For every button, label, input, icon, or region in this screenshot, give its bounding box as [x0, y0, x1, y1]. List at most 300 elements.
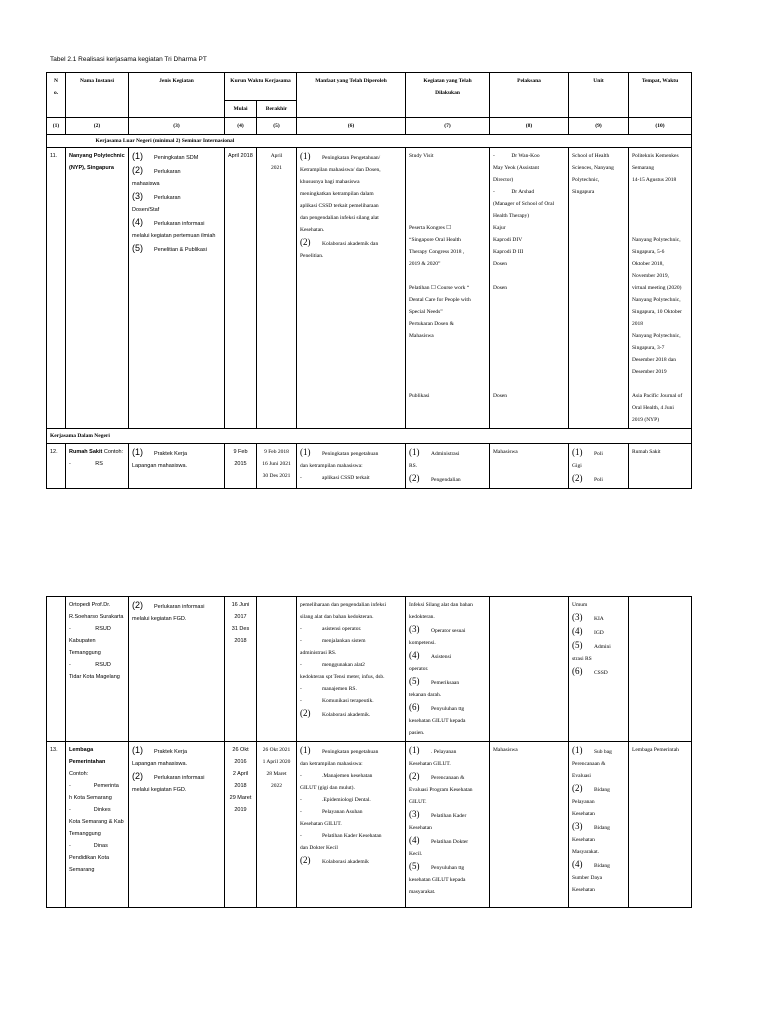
list-marker: (2) [300, 855, 311, 865]
list-item [300, 150, 402, 164]
list-marker: - [300, 626, 302, 632]
list-item [132, 758, 221, 770]
list-item [300, 647, 402, 659]
list-marker: (3) [572, 821, 583, 831]
col-num: (2) [66, 118, 129, 135]
list-text: Pelatihan Kader [431, 813, 467, 819]
list-text: Perencanaan & [572, 761, 606, 767]
list-marker: (1) [572, 745, 583, 755]
hdr-pelaksana: Pelaksana [490, 73, 569, 118]
cell-line: Dosen [493, 393, 508, 399]
list-item [409, 472, 486, 486]
list-item [300, 806, 402, 818]
list-item [300, 188, 402, 200]
list-item [409, 758, 486, 770]
list-text: masyarakat. [409, 889, 436, 895]
list-text: mahasiswa [132, 181, 160, 187]
activities-done [406, 148, 490, 429]
list-marker: (3) [409, 624, 420, 634]
list-text: Kolaborasi akademik [322, 859, 369, 865]
list-item [572, 770, 625, 782]
list-item [132, 150, 221, 164]
list-text: melalui kegiatan pertemuan ilmiah [132, 233, 216, 239]
cell-line: Kaprodi D III [493, 249, 524, 255]
cell-line: Singapura, 3-7 [632, 345, 665, 351]
cell-line: May Yeok (Assistant [493, 165, 539, 171]
cell-line: Kaprodi DIV [493, 237, 523, 243]
list-text: dan pengendalian infeksi silang alat [300, 215, 379, 221]
list-item [300, 830, 402, 842]
list-item [300, 599, 402, 611]
list-text: Peningkatan SDM [154, 155, 199, 161]
col-num: (8) [490, 118, 569, 135]
list-text: operator. [409, 666, 429, 672]
executors: Mahasiswa [490, 444, 569, 489]
row-number: 13. [47, 742, 66, 908]
section-row-luar-negeri [47, 135, 692, 148]
list-marker: - [300, 833, 302, 839]
list-item [132, 599, 221, 613]
cell-line: 2019 (NYP) [632, 417, 660, 423]
cell-line: 2018 [234, 638, 247, 644]
list-text: Umum [572, 602, 588, 608]
start-date [225, 597, 257, 742]
list-item [572, 846, 625, 858]
hdr-jenis: Jenis Kegiatan [129, 73, 225, 118]
activity-types [129, 148, 225, 429]
list-text: Kecil. [409, 851, 423, 857]
list-text: Praktek Kerja [154, 749, 188, 755]
cell-line: Pendidikan Kota [69, 855, 110, 861]
list-item [132, 784, 221, 796]
list-text: strasi RS [572, 656, 592, 662]
list-text: GILUT. [409, 799, 427, 805]
hdr-nama: Nama Instansi [66, 73, 129, 118]
institution-name [66, 597, 129, 742]
list-item [132, 613, 221, 625]
list-marker: (5) [409, 861, 420, 871]
cell-line [493, 270, 565, 282]
list-text: Kesehatan [572, 811, 595, 817]
list-item [300, 695, 402, 707]
cell-line: Director) [493, 177, 514, 183]
cell-line: R.Soeharso Surakarta [69, 614, 124, 620]
list-item [132, 216, 221, 230]
cell-line: (Manager of School of Oral [493, 201, 555, 207]
list-text: kompetensi. [409, 640, 436, 646]
list-item [409, 848, 486, 860]
cell-line: 2017 [234, 614, 247, 620]
cell-line: Pelatihan ☐ Course work “ [409, 285, 470, 291]
list-text: Kesehatan GILUT. [409, 761, 451, 767]
list-text: Lapangan mahasiswa. [132, 463, 188, 469]
list-text: Asistensi [431, 654, 452, 660]
unit [569, 444, 629, 489]
list-item [132, 460, 221, 472]
list-item [409, 460, 486, 472]
list-item [572, 744, 625, 758]
list-text: CSSD [594, 670, 608, 676]
list-text: Pengendalian [431, 477, 461, 483]
cell-line: Contoh: [69, 771, 89, 777]
list-item [300, 818, 402, 830]
start-date: April 2018 [225, 148, 257, 429]
cell-line: Nanyang Polytechnic, [632, 297, 681, 303]
list-marker: - [300, 797, 302, 803]
list-marker: (3) [132, 191, 143, 201]
list-text: tekanan darah. [409, 692, 442, 698]
place-time: Lembaga Pemerintah [629, 742, 692, 908]
list-text: Sub bag [594, 749, 612, 755]
list-text: Pemeriksaan [431, 680, 460, 686]
list-marker: - [300, 698, 302, 704]
list-text: Kesehatan [572, 887, 595, 893]
list-text: menjalankan sistem [322, 638, 366, 644]
hdr-manfaat: Manfaat yang Telah Diperoleh [297, 73, 406, 118]
cell-line [409, 342, 486, 354]
list-marker: (1) [300, 745, 311, 755]
list-item [300, 707, 402, 721]
cell-line: 1 April 2020 [262, 759, 291, 765]
list-marker: - [300, 662, 302, 668]
cell-line [493, 306, 565, 318]
list-marker: (4) [409, 650, 420, 660]
list-marker: (1) [132, 447, 143, 457]
list-marker: (2) [300, 237, 311, 247]
list-item [409, 874, 486, 886]
col-num: (10) [629, 118, 692, 135]
row-number: 11. [47, 148, 66, 429]
col-num: (3) [129, 118, 225, 135]
unit [569, 597, 629, 742]
list-item [409, 727, 486, 739]
list-item [409, 796, 486, 808]
list-text: Admini [594, 644, 611, 650]
list-item [572, 599, 625, 611]
cell-line: virtual meeting (2020) [632, 285, 682, 291]
list-item [572, 796, 625, 808]
list-item [300, 176, 402, 188]
cell-line: Peserta Kongres ☐ [409, 225, 452, 231]
list-marker: (2) [132, 165, 143, 175]
list-item [300, 659, 402, 671]
list-text: Perlukaran [154, 169, 181, 175]
list-text: Penyuluhan ttg [431, 706, 465, 712]
list-marker: (1) [409, 745, 420, 755]
cell-line: Temanggung [69, 831, 101, 837]
col-num: (7) [406, 118, 490, 135]
col-num: (9) [569, 118, 629, 135]
list-text: Evaluasi [572, 773, 591, 779]
list-item [300, 164, 402, 176]
list-marker: - [300, 638, 302, 644]
cell-line: School of Health [572, 153, 610, 159]
list-marker: - [300, 475, 302, 481]
col-num: (1) [47, 118, 66, 135]
list-marker: (1) [572, 447, 583, 457]
cell-line: Kota Semarang & Kab [69, 819, 124, 825]
list-text: aplikasi CSSD terkait [322, 475, 370, 481]
cell-line: Singapura, 10 Oktober [632, 309, 682, 315]
list-item [300, 842, 402, 854]
start-date [225, 742, 257, 908]
place-time: Rumah Sakit [629, 444, 692, 489]
list-marker: (1) [132, 745, 143, 755]
list-item [300, 224, 402, 236]
cell-line: - Dinas [69, 843, 108, 849]
list-item [409, 860, 486, 874]
cooperation-table-top [46, 72, 692, 489]
list-text: Poli [594, 451, 603, 457]
list-text: kesehatan GILUT kepada [409, 718, 466, 724]
cell-line: Nanyang Polytechnic, [632, 333, 681, 339]
list-item [300, 770, 402, 782]
cell-line: 2019 & 2020” [409, 261, 441, 267]
cell-line [493, 294, 565, 306]
list-text: kedokteran spt Tensi meter, infus, dsb. [300, 674, 385, 680]
list-item [409, 715, 486, 727]
list-marker: (2) [409, 473, 420, 483]
list-item [409, 663, 486, 675]
list-item [300, 671, 402, 683]
cell-line [409, 366, 486, 378]
hdr-unit: Unit [569, 73, 629, 118]
list-item [409, 744, 486, 758]
start-date: 9 Feb 2015 [225, 444, 257, 489]
list-text: menggunakan alat2 [322, 662, 365, 668]
list-item [409, 808, 486, 822]
cell-line: “Singapore Oral Health [409, 237, 461, 243]
cell-line: 2019 [234, 807, 247, 813]
list-text: . Pelayanan [431, 749, 457, 755]
list-item [300, 623, 402, 635]
list-text: Administrasi [431, 451, 460, 457]
cell-line: Oral Health, 4 Juni [632, 405, 674, 411]
list-text: Poli [594, 477, 603, 483]
institution-name: Rumah Sakit Contoh: - RS [66, 444, 129, 489]
list-text: Komunikasi terapeutik. [322, 698, 374, 704]
list-item [300, 744, 402, 758]
hdr-kegiatan: Kegiatan yang Telah Dilakukan [406, 73, 490, 118]
list-text: .Manajemen kesehatan [322, 773, 373, 779]
list-text: silang alat dan bahan kedokteran. [300, 614, 374, 620]
list-marker: (1) [132, 151, 143, 161]
list-text: Perencanaan & [431, 775, 465, 781]
list-text: Evaluasi Program Kesehatan [409, 787, 473, 793]
executors [490, 597, 569, 742]
cell-line: Therapy Congress 2018 , [409, 249, 465, 255]
cell-line: Special Needs” [409, 309, 443, 315]
list-item [572, 472, 625, 486]
cell-line [409, 198, 486, 210]
activity-types [129, 444, 225, 489]
list-text: Lapangan mahasiswa. [132, 761, 188, 767]
hdr-mulai: Mulai [225, 101, 257, 118]
list-text: meningkatkan ketrampilan dalam [300, 191, 374, 197]
cell-line [493, 366, 565, 378]
unit [569, 148, 629, 429]
cell-line: Oktober 2018, [632, 261, 664, 267]
list-text: Kolaborasi akademik dan [322, 241, 379, 247]
cell-line: Kajur [493, 225, 506, 231]
list-item [300, 611, 402, 623]
cell-line: Study Visit [409, 153, 434, 159]
list-text: Kolaborasi akademik. [322, 712, 371, 718]
executors: Mahasiswa [490, 742, 569, 908]
list-item [409, 834, 486, 848]
cell-line [409, 174, 486, 186]
list-item [300, 635, 402, 647]
list-text: GILUT (gigi dan mulut). [300, 785, 355, 791]
row-number: 12. [47, 444, 66, 489]
cell-line [409, 210, 486, 222]
cell-line [409, 270, 486, 282]
cell-line [632, 198, 688, 210]
list-marker: - [300, 809, 302, 815]
list-item [409, 701, 486, 715]
cell-line: Sciences, Nanyang [572, 165, 614, 171]
benefits [297, 597, 406, 742]
table-row [47, 742, 692, 908]
cell-line: - Pemerinta [69, 783, 119, 789]
list-item [572, 872, 625, 884]
benefits [297, 148, 406, 429]
list-text: Gigi [572, 463, 582, 469]
list-marker: (5) [132, 243, 143, 253]
cell-line: 28 Maret [266, 771, 287, 777]
list-item [572, 625, 625, 639]
list-item [409, 611, 486, 623]
list-item [132, 230, 221, 242]
list-text: Praktek Kerja [154, 451, 188, 457]
list-marker: (3) [409, 809, 420, 819]
cell-line [493, 378, 565, 390]
list-item [409, 689, 486, 701]
list-text: Penelitian & Publikasi [154, 247, 207, 253]
list-text: Kesehatan [572, 837, 595, 843]
list-text: Penyuluhan ttg [431, 865, 465, 871]
list-item [300, 212, 402, 224]
table-row [47, 444, 692, 489]
cell-line: Ortopedi Prof.Dr. [69, 602, 111, 608]
list-text: Peningkatan pengetahuan [322, 749, 379, 755]
list-text: .Epidemiologi Dental. [322, 797, 371, 803]
list-item [409, 623, 486, 637]
list-item [572, 820, 625, 834]
list-item [572, 611, 625, 625]
list-item [409, 675, 486, 689]
hdr-kurun: Kurun Waktu Kerjasama [225, 73, 297, 101]
cell-line: - RSUD [69, 626, 111, 632]
cell-line [493, 330, 565, 342]
hdr-no: N o. [47, 73, 66, 118]
cell-line [409, 378, 486, 390]
header-row [47, 73, 692, 101]
benefits [297, 444, 406, 489]
list-text: Perlukaran [154, 195, 181, 201]
list-marker: (2) [409, 771, 420, 781]
cell-line: Mahasiswa [409, 333, 434, 339]
activities-done [406, 742, 490, 908]
section-title: Kerjasama Luar Negeri (minimal 2) Seminar Internasional [66, 135, 692, 148]
list-marker: (5) [572, 640, 583, 650]
cell-line: - Dr Wan-Koo [493, 153, 540, 159]
list-item [572, 884, 625, 896]
list-text: Perlukaran informasi [154, 604, 205, 610]
cell-line [632, 222, 688, 234]
list-marker: (6) [409, 702, 420, 712]
activities-done [406, 597, 490, 742]
list-text: RS. [409, 463, 418, 469]
section-row-dalam-negeri [47, 429, 692, 444]
end-date: April 2021 [257, 148, 297, 429]
cell-line [632, 210, 688, 222]
list-item [409, 822, 486, 834]
executors [490, 148, 569, 429]
end-date: 9 Feb 2018 16 Juni 2021 30 Des 2021 [257, 444, 297, 489]
list-marker: - [300, 773, 302, 779]
cell-line [493, 354, 565, 366]
col-num: (6) [297, 118, 406, 135]
cell-line [632, 186, 688, 198]
list-item [409, 886, 486, 898]
list-item [300, 460, 402, 472]
list-text: Kesehatan. [300, 227, 325, 233]
list-item [572, 782, 625, 796]
list-text: Peningkatan pengetahuan [322, 451, 379, 457]
list-item [300, 854, 402, 868]
list-marker: (1) [409, 447, 420, 457]
cell-line: Pertukaran Dosen & [409, 321, 454, 327]
place-time [629, 597, 692, 742]
list-item [572, 446, 625, 460]
list-text: Bidang [594, 863, 610, 869]
column-number-row [47, 118, 692, 135]
list-item [409, 770, 486, 784]
list-item [572, 460, 625, 472]
list-text: kesehatan GILUT kepada [409, 877, 466, 883]
cell-line: Publikasi [409, 393, 430, 399]
list-text: melalui kegiatan FGD. [132, 616, 187, 622]
list-text: kedokteran. [409, 614, 435, 620]
table-row [47, 148, 692, 429]
list-text: Penelitian. [300, 253, 324, 259]
list-item [572, 834, 625, 846]
list-text: KIA [594, 616, 604, 622]
cell-line: Politeknis Kemenkes [632, 153, 679, 159]
end-date [257, 742, 297, 908]
list-text: IGD [594, 630, 604, 636]
cell-line: h Kota Semarang [69, 795, 112, 801]
list-text: Pelayanan [572, 799, 595, 805]
list-text: Bidang [594, 787, 610, 793]
list-item [409, 649, 486, 663]
cell-line: Dosen [493, 261, 508, 267]
cell-line [493, 342, 565, 354]
list-item [132, 242, 221, 256]
list-marker: (2) [572, 783, 583, 793]
list-item [572, 639, 625, 653]
list-item [132, 164, 221, 178]
cell-line: Dental Care for People with [409, 297, 471, 303]
cell-line: 2018 [632, 321, 643, 327]
cell-line: Health Therapy) [493, 213, 530, 219]
cell-line [632, 378, 688, 390]
list-marker: (4) [132, 217, 143, 227]
activity-types [129, 597, 225, 742]
table-caption: Tabel 2.1 Realisasi kerjasama kegiatan Tri Dharma PT [50, 56, 207, 63]
cell-line: Polytechnic, [572, 177, 600, 183]
